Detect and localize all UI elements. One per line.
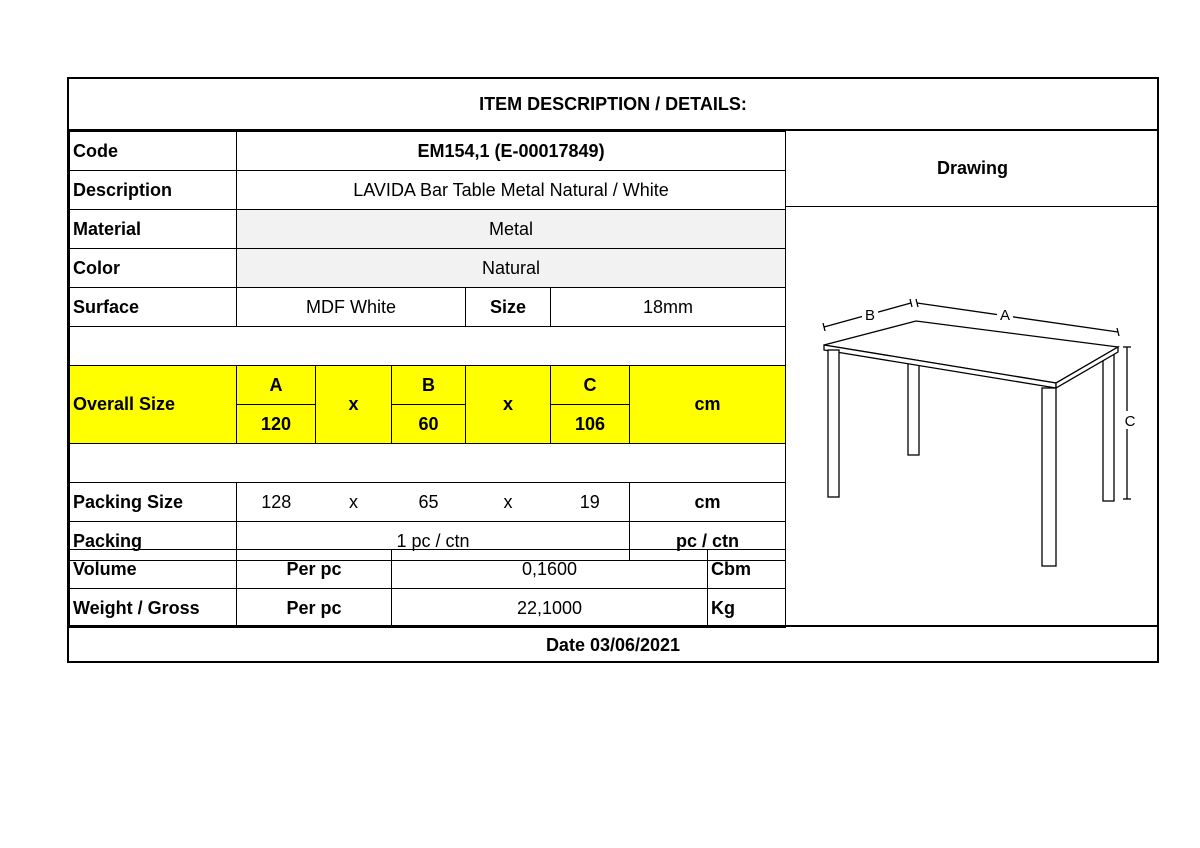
dim-b-label: B [392, 366, 466, 405]
times-sign: x [316, 366, 392, 444]
spacer-row [70, 327, 786, 366]
size-label: Size [466, 288, 551, 327]
packing-value: 1 pc / ctn [237, 522, 630, 561]
volume-per: Per pc [237, 550, 392, 589]
front-right-leg [1042, 388, 1056, 566]
times-sign: x [316, 483, 392, 522]
description-row [70, 171, 786, 210]
dim-a-label: A [237, 366, 316, 405]
surface-label: Surface [70, 288, 237, 327]
dim-c-label: C [551, 366, 630, 405]
material-label: Material [70, 210, 237, 249]
dim-a-text: A [999, 307, 1011, 324]
dim-b-value: 60 [392, 405, 466, 444]
weight-label: Weight / Gross [70, 589, 237, 628]
packing-size-label: Packing Size [70, 483, 237, 522]
color-row [70, 249, 786, 288]
back-right-leg [1103, 347, 1114, 501]
surface-value: MDF White [237, 288, 466, 327]
description-label: Description [70, 171, 237, 210]
weight-row [70, 589, 786, 628]
spacer-cell [70, 327, 786, 366]
volume-unit: Cbm [708, 550, 786, 589]
overall-size-row-top [70, 366, 786, 405]
spacer-cell [70, 444, 786, 483]
volume-label: Volume [70, 550, 237, 589]
code-label: Code [70, 132, 237, 171]
weight-unit: Kg [708, 589, 786, 628]
drawing-title: Drawing [785, 131, 1159, 207]
back-left-leg [908, 363, 919, 455]
surface-row [70, 288, 786, 327]
spacer-row [70, 444, 786, 483]
overall-size-unit: cm [630, 366, 786, 444]
dim-c-value: 106 [551, 405, 630, 444]
table-drawing [786, 207, 1158, 625]
item-sheet [67, 77, 1159, 663]
code-value: EM154,1 (E-00017849) [237, 132, 786, 171]
material-row [70, 210, 786, 249]
packing-size-a: 128 [237, 483, 316, 522]
dim-a-value: 120 [237, 405, 316, 444]
drawing-area [785, 207, 1159, 625]
dim-b-text: B [864, 307, 876, 324]
times-sign: x [466, 483, 551, 522]
packing-size-b: 65 [392, 483, 466, 522]
size-value: 18mm [551, 288, 786, 327]
packing-size-row [70, 483, 786, 522]
weight-per: Per pc [237, 589, 392, 628]
volume-value: 0,1600 [392, 550, 708, 589]
sheet-title: ITEM DESCRIPTION / DETAILS: [69, 79, 1157, 131]
color-value: Natural [237, 249, 786, 288]
code-row [70, 132, 786, 171]
footer-date: Date 03/06/2021 [69, 625, 1157, 663]
summary-table [69, 549, 786, 628]
color-label: Color [70, 249, 237, 288]
packing-size-c: 19 [551, 483, 630, 522]
packing-size-unit: cm [630, 483, 786, 522]
overall-size-label: Overall Size [70, 366, 237, 444]
dim-c-text: C [1124, 413, 1136, 430]
material-value: Metal [237, 210, 786, 249]
spec-table [69, 131, 786, 561]
packing-unit: pc / ctn [630, 522, 786, 561]
volume-row [70, 550, 786, 589]
packing-label: Packing [70, 522, 237, 561]
description-value: LAVIDA Bar Table Metal Natural / White [237, 171, 786, 210]
front-left-leg [828, 350, 839, 497]
times-sign: x [466, 366, 551, 444]
weight-value: 22,1000 [392, 589, 708, 628]
